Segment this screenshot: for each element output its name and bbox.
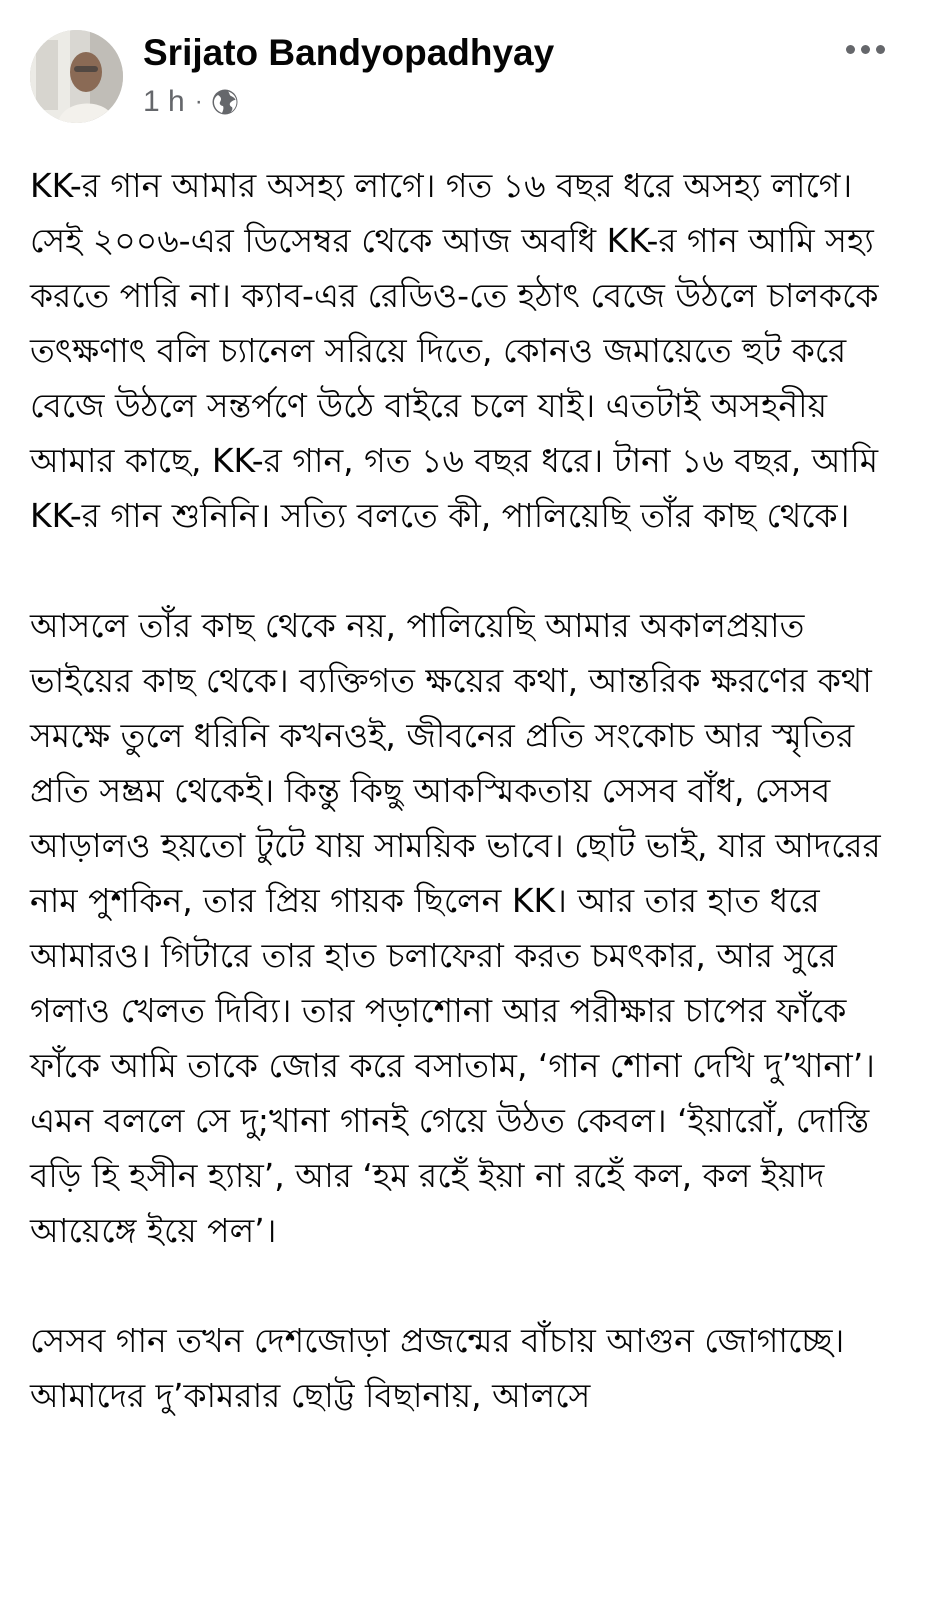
post-meta: [143, 82, 239, 122]
more-horizontal-icon: [846, 45, 855, 54]
globe-icon[interactable]: [211, 88, 239, 116]
author-avatar[interactable]: [30, 30, 123, 123]
post-paragraph-3: সেসব গান তখন দেশজোড়া প্রজন্মের বাঁচায় আগুন জোগাচ্ছে। আমাদের দু’কামরার ছোট্ট বিছানায়, আলসে: [30, 1321, 845, 1415]
post-text: [30, 158, 910, 1478]
post-timestamp[interactable]: 1 h: [143, 85, 185, 118]
more-horizontal-icon-dot: [861, 45, 870, 54]
post-header: [0, 0, 945, 140]
post-paragraph-2: আসলে তাঁর কাছ থেকে নয়, পালিয়েছি আমার অকালপ্রয়াত ভাইয়ের কাছ থেকে। ব্যক্তিগত ক্ষয়ের কথা, আন্তরিক ক্ষরণের কথা সমক্ষে তুলে ধরিনি কখনওই, জীবনের প্রতি সংকোচ আর স্মৃতির প্রতি সম্ভ্রম থেকেই। কিন্তু কিছু আকস্মিকতায় সেসব বাঁধ, সেসব আড়ালও হয়তো টুটে যায় সাময়িক ভাবে। ছোট ভাই, যার আদরের নাম পুশকিন, তার প্রিয় গায়ক ছিলেন KK। আর তার হাত ধরে আমারও। গিটারে তার হাত চলাফেরা করত চমৎকার, আর সুরে গলাও খেলত দিব্যি। তার পড়াশোনা আর পরীক্ষার চাপের ফাঁকে ফাঁকে আমি তাকে জোর করে বসাতাম, ‘গান শোনা দেখি দু’খানা’। এমন বললে সে দু;খানা গানই গেয়ে উঠত কেবল। ‘ইয়ারোঁ, দোস্তি বড়ি হি হসীন হ্যায়’, আর ‘হম রহেঁ ইয়া না রহেঁ কল, কল ইয়াদ আয়েঙ্গে ইয়ে পল’।: [30, 606, 881, 1250]
post-paragraph-1: KK-র গান আমার অসহ্য লাগে। গত ১৬ বছর ধরে অসহ্য লাগে। সেই ২০০৬-এর ডিসেম্বর থেকে আজ অবধি KK-র গান আমি সহ্য করতে পারি না। ক্যাব-এর রেডিও-তে হঠাৎ বেজে উঠলে চালককে তৎক্ষণাৎ বলি চ্যানেল সরিয়ে দিতে, কোনও জমায়েতে হুট করে বেজে উঠলে সন্তর্পণে উঠে বাইরে চলে যাই। এতটাই অসহনীয় আমার কাছে, KK-র গান, গত ১৬ বছর ধরে। টানা ১৬ বছর, আমি KK-র গান শুনিনি। সত্যি বলতে কী, পালিয়েছি তাঁর কাছ থেকে।: [30, 166, 879, 535]
meta-separator: ·: [194, 88, 203, 115]
author-name[interactable]: Srijato Bandyopadhyay: [143, 32, 555, 73]
more-horizontal-icon-dot: [876, 45, 885, 54]
avatar-photo: [30, 30, 123, 123]
more-options-button[interactable]: [837, 36, 893, 62]
